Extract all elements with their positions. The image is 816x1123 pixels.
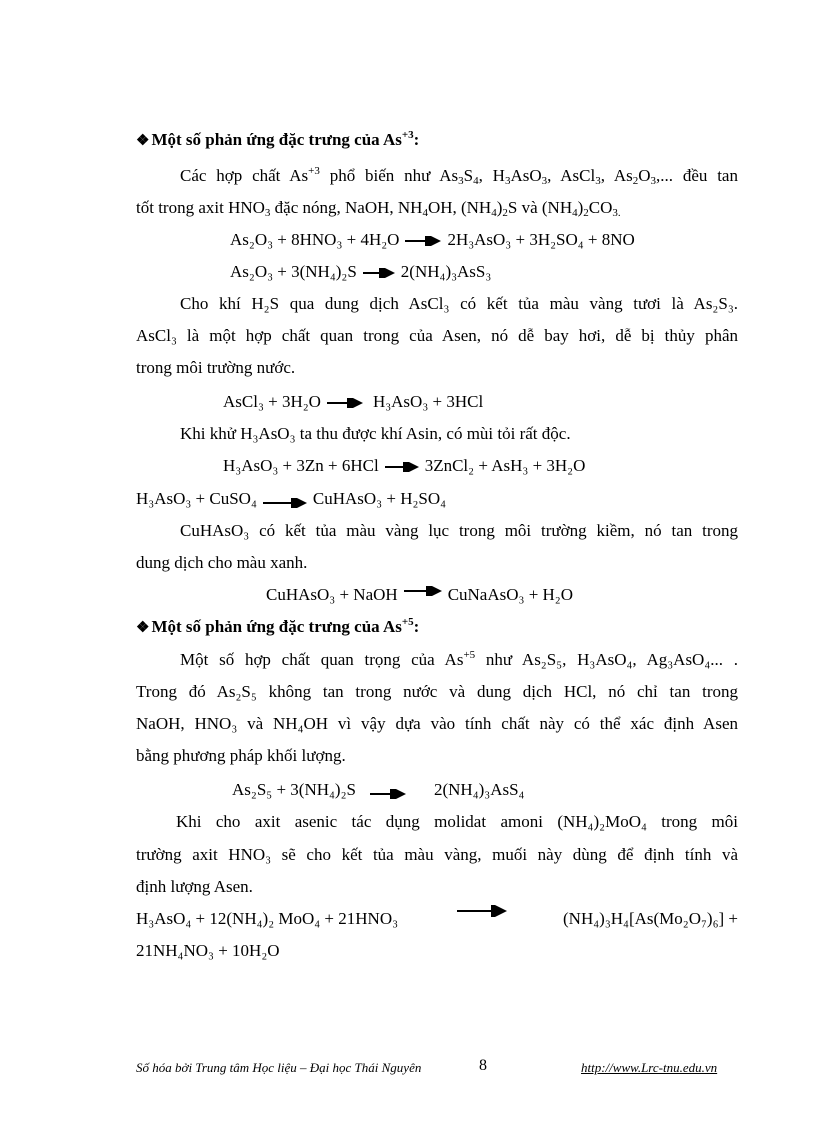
paragraph-line: trường axit HNO₃ sẽ cho kết tủa màu vàng, muối này dùng để định tính và bbox=[136, 845, 738, 864]
equation bbox=[266, 585, 573, 605]
page-number: 8 bbox=[479, 1057, 487, 1074]
equation-rhs: H₃AsO₃ + 3HCl bbox=[372, 392, 484, 411]
equation-lhs: H₃AsO₄ + 12(NH₄)₂ MoO₄ + 21HNO₃ bbox=[136, 909, 399, 928]
sub: 3 bbox=[541, 175, 548, 187]
equation-lhs: As₂O₃ + 3(NH₄)₂S bbox=[230, 262, 357, 281]
sub: 4 bbox=[473, 175, 479, 187]
reaction-arrow-icon bbox=[405, 236, 441, 246]
text: tốt trong axit HNO bbox=[136, 198, 265, 217]
footer-credit: Số hóa bởi Trung tâm Học liệu – Đại học Thái Nguyên bbox=[136, 1060, 422, 1075]
diamond-bullet-icon: ❖ bbox=[136, 620, 150, 636]
sub: 2 bbox=[583, 207, 589, 219]
text: O bbox=[638, 166, 651, 185]
equation-rhs: 2(NH₄)₃AsS₄ bbox=[433, 780, 525, 799]
equation-rhs: 2(NH₄)₃AsS₃ bbox=[400, 262, 492, 281]
sub: 3 bbox=[595, 175, 601, 187]
equation bbox=[232, 780, 525, 800]
heading-end: : bbox=[413, 130, 420, 149]
equation bbox=[136, 909, 398, 929]
sub: 3 bbox=[264, 207, 271, 219]
sub: 3 bbox=[650, 175, 657, 187]
equation-lhs: AsCl₃ + 3H₂O bbox=[223, 392, 321, 411]
paragraph-line bbox=[180, 650, 738, 670]
paragraph-line: Khi khử H₃AsO₃ ta thu được khí Asin, có mùi tỏi rất độc. bbox=[180, 424, 571, 443]
heading-text: Một số phản ứng đặc trưng của As bbox=[151, 617, 402, 636]
text: Các hợp chất As bbox=[180, 166, 309, 185]
reaction-arrow-icon bbox=[404, 586, 442, 596]
paragraph-line: bằng phương pháp khối lượng. bbox=[136, 746, 346, 765]
text: Một số hợp chất quan trọng của As bbox=[180, 650, 464, 669]
reaction-arrow-icon bbox=[327, 398, 363, 408]
text: S bbox=[463, 166, 474, 185]
text: , AsCl bbox=[547, 166, 596, 185]
heading-text: Một số phản ứng đặc trưng của As bbox=[151, 130, 402, 149]
equation bbox=[223, 456, 585, 476]
reaction-arrow-icon bbox=[370, 789, 406, 799]
text: ) bbox=[496, 198, 503, 217]
text: S và (NH bbox=[507, 198, 573, 217]
paragraph-line: dung dịch cho màu xanh. bbox=[136, 553, 308, 572]
sub: 3 bbox=[504, 175, 511, 187]
equation-rhs: CuNaAsO₃ + H₂O bbox=[447, 585, 574, 604]
paragraph-line: trong môi trường nước. bbox=[136, 358, 296, 377]
heading-end: : bbox=[413, 617, 420, 636]
paragraph-line: Trong đó As₂S₅ không tan trong nước và dung dịch HCl, nó chỉ tan trong bbox=[136, 682, 738, 701]
paragraph-line: AsCl₃ là một hợp chất quan trong của Asen, nó dễ bay hơi, dễ bị thủy phân bbox=[136, 326, 738, 345]
paragraph-line: Cho khí H₂S qua dung dịch AsCl₃ có kết tủa màu vàng tươi là As₂S₃. bbox=[180, 294, 738, 313]
paragraph-line: CuHAsO₃ có kết tủa màu vàng lục trong môi trường kiềm, nó tan trong bbox=[180, 521, 738, 540]
text: ) bbox=[577, 198, 584, 217]
sub: 4 bbox=[422, 207, 428, 219]
text: , H bbox=[478, 166, 505, 185]
sub: 3. bbox=[612, 207, 621, 219]
equation-rhs: CuHAsO₃ + H₂SO₄ bbox=[312, 489, 447, 508]
text: CO bbox=[588, 198, 613, 217]
reaction-arrow-icon bbox=[385, 462, 419, 472]
diamond-bullet-icon: ❖ bbox=[136, 133, 150, 149]
equation bbox=[230, 262, 491, 282]
sup: +5 bbox=[463, 649, 476, 661]
equation bbox=[230, 230, 635, 250]
equation-lhs: H₃AsO₃ + 3Zn + 6HCl bbox=[223, 456, 379, 475]
sub: 2 bbox=[502, 207, 508, 219]
paragraph-line bbox=[136, 198, 621, 218]
equation-continuation: 21NH₄NO₃ + 10H₂O bbox=[136, 941, 280, 960]
sup: +3 bbox=[308, 165, 320, 177]
footer-link[interactable]: http://www.Lrc-tnu.edu.vn bbox=[581, 1060, 718, 1075]
sub: 3 bbox=[458, 175, 464, 187]
section-heading-as5 bbox=[136, 617, 419, 638]
equation-rhs: 2H₃AsO₃ + 3H₂SO₄ + 8NO bbox=[447, 230, 635, 249]
paragraph-line: NaOH, HNO₃ và NH₄OH vì vậy dựa vào tính chất này có thể xác định Asen bbox=[136, 714, 738, 733]
equation-lhs: CuHAsO₃ + NaOH bbox=[266, 585, 398, 604]
equation-rhs: 3ZnCl₂ + AsH₃ + 3H₂O bbox=[424, 456, 586, 475]
equation-lhs: H₃AsO₃ + CuSO₄ bbox=[136, 489, 257, 508]
equation bbox=[136, 489, 446, 509]
equation-rhs: (NH₄)₃H₄[As(Mo₂O₇)₆] + bbox=[563, 909, 738, 928]
heading-sup: +3 bbox=[401, 129, 414, 141]
sub: 4 bbox=[572, 207, 578, 219]
heading-sup: +5 bbox=[401, 616, 414, 628]
text: AsO bbox=[510, 166, 542, 185]
section-heading-as3 bbox=[136, 130, 419, 151]
text: OH, (NH bbox=[427, 198, 492, 217]
equation-lhs: As₂O₃ + 8HNO₃ + 4H₂O bbox=[230, 230, 400, 249]
sub: 4 bbox=[491, 207, 497, 219]
text: ,... đều tan bbox=[656, 166, 738, 185]
reaction-arrow-icon bbox=[363, 268, 395, 278]
text: phổ biến như As bbox=[319, 166, 459, 185]
text: đặc nóng, NaOH, NH bbox=[270, 198, 423, 217]
text: , As bbox=[600, 166, 633, 185]
paragraph-line bbox=[180, 166, 738, 186]
sub: 2 bbox=[632, 175, 639, 187]
paragraph-line: định lượng Asen. bbox=[136, 877, 253, 896]
text: như As₂S₅, H₃AsO₄, Ag₃AsO₄... . bbox=[475, 650, 739, 669]
reaction-arrow-icon bbox=[457, 905, 507, 917]
reaction-arrow-icon bbox=[263, 498, 307, 508]
equation-lhs: As₂S₅ + 3(NH₄)₂S bbox=[232, 780, 356, 799]
equation bbox=[223, 392, 483, 412]
paragraph-line: Khi cho axit asenic tác dụng molidat amoni (NH₄)₂MoO₄ trong môi bbox=[176, 812, 738, 831]
